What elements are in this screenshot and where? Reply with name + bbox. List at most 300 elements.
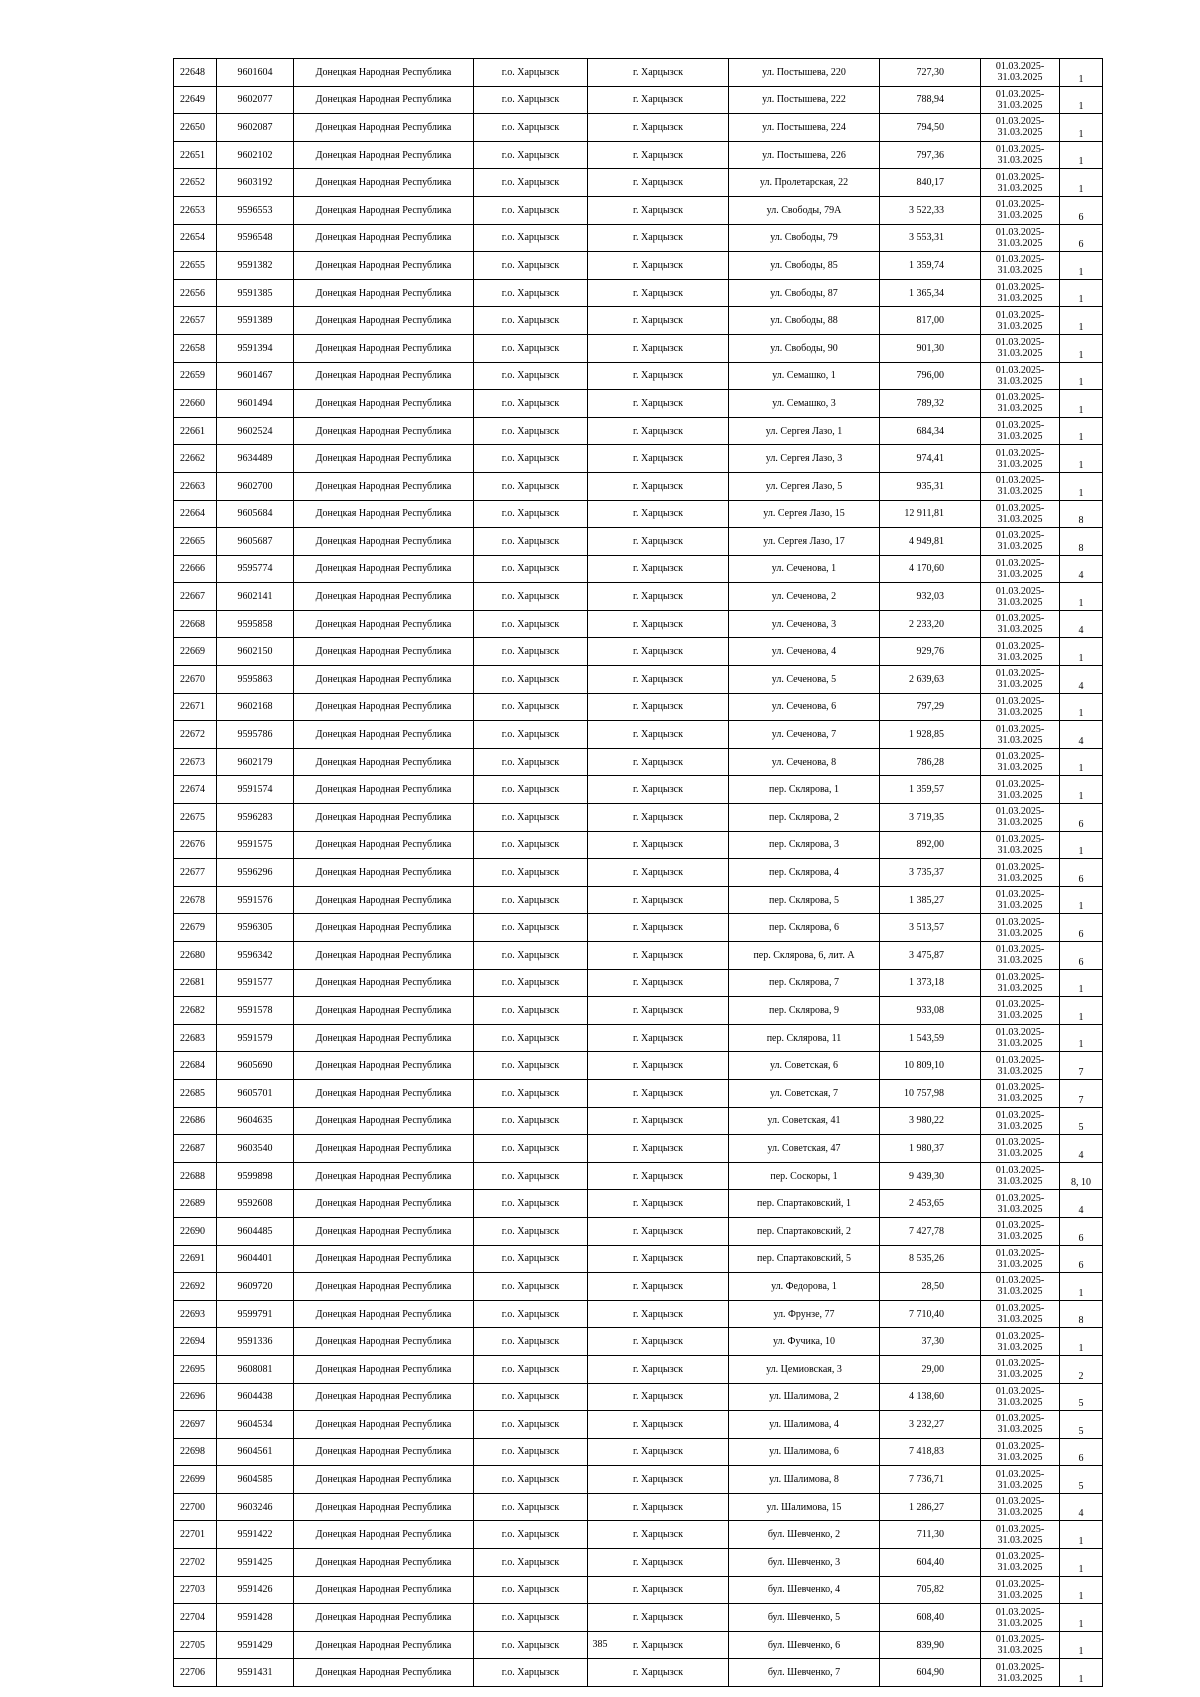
object-id-cell: 9599791 <box>217 1300 294 1328</box>
region-cell: Донецкая Народная Республика <box>294 1300 474 1328</box>
period-end: 31.03.2025 <box>997 1065 1043 1077</box>
region-cell: Донецкая Народная Республика <box>294 528 474 556</box>
row-number-cell: 22697 <box>174 1411 217 1439</box>
object-id-cell: 9591574 <box>217 776 294 804</box>
address-cell: ул. Сергея Лазо, 5 <box>729 472 880 500</box>
period-start: 01.03.2025- <box>995 1330 1045 1342</box>
object-id-cell: 9596305 <box>217 914 294 942</box>
area-cell: 932,03 <box>880 583 981 611</box>
region-cell: Донецкая Народная Республика <box>294 776 474 804</box>
city-cell: г. Харцызск <box>588 417 729 445</box>
address-cell: бул. Шевченко, 3 <box>729 1549 880 1577</box>
city-cell: г. Харцызск <box>588 1328 729 1356</box>
area-cell: 4 138,60 <box>880 1383 981 1411</box>
district-cell: г.о. Харцызск <box>474 1245 588 1273</box>
table-row <box>174 1328 1103 1356</box>
period-start: 01.03.2025- <box>995 1165 1045 1177</box>
period-cell <box>981 1438 1060 1466</box>
period-cell <box>981 445 1060 473</box>
table-row <box>174 500 1103 528</box>
period-start: 01.03.2025- <box>995 585 1045 597</box>
district-cell: г.о. Харцызск <box>474 748 588 776</box>
district-cell: г.о. Харцызск <box>474 776 588 804</box>
row-number-cell: 22702 <box>174 1549 217 1577</box>
period-cell <box>981 776 1060 804</box>
period-start: 01.03.2025- <box>995 916 1045 928</box>
period-end: 31.03.2025 <box>997 1148 1043 1160</box>
table-row <box>174 1383 1103 1411</box>
floors-cell: 1 <box>1060 252 1103 280</box>
row-number-cell: 22653 <box>174 196 217 224</box>
table-row <box>174 1300 1103 1328</box>
district-cell: г.о. Харцызск <box>474 224 588 252</box>
floors-cell: 4 <box>1060 555 1103 583</box>
address-cell: бул. Шевченко, 6 <box>729 1631 880 1659</box>
period-start: 01.03.2025- <box>995 1661 1045 1673</box>
period-start: 01.03.2025- <box>995 861 1045 873</box>
address-cell: ул. Сергея Лазо, 17 <box>729 528 880 556</box>
city-cell: г. Харцызск <box>588 1079 729 1107</box>
region-cell: Донецкая Народная Республика <box>294 886 474 914</box>
object-id-cell: 9595858 <box>217 610 294 638</box>
row-number-cell: 22655 <box>174 252 217 280</box>
address-cell: ул. Постышева, 222 <box>729 86 880 114</box>
floors-cell: 4 <box>1060 666 1103 694</box>
period-start: 01.03.2025- <box>995 1220 1045 1232</box>
area-cell: 1 543,59 <box>880 1024 981 1052</box>
city-cell: г. Харцызск <box>588 1411 729 1439</box>
area-cell: 1 373,18 <box>880 969 981 997</box>
table-row <box>174 1162 1103 1190</box>
period-cell <box>981 169 1060 197</box>
period-cell <box>981 555 1060 583</box>
city-cell: г. Харцызск <box>588 1300 729 1328</box>
region-cell: Донецкая Народная Республика <box>294 224 474 252</box>
region-cell: Донецкая Народная Республика <box>294 472 474 500</box>
period-start: 01.03.2025- <box>995 226 1045 238</box>
district-cell: г.о. Харцызск <box>474 1190 588 1218</box>
city-cell: г. Харцызск <box>588 1604 729 1632</box>
address-cell: бул. Шевченко, 7 <box>729 1659 880 1687</box>
region-cell: Донецкая Народная Республика <box>294 1024 474 1052</box>
period-start: 01.03.2025- <box>995 1606 1045 1618</box>
period-cell <box>981 417 1060 445</box>
floors-cell: 1 <box>1060 776 1103 804</box>
period-cell <box>981 1162 1060 1190</box>
table-row <box>174 721 1103 749</box>
object-id-cell: 9602141 <box>217 583 294 611</box>
floors-cell: 2 <box>1060 1355 1103 1383</box>
address-cell: пер. Склярова, 9 <box>729 997 880 1025</box>
district-cell: г.о. Харцызск <box>474 500 588 528</box>
address-cell: ул. Советская, 6 <box>729 1052 880 1080</box>
floors-cell: 8, 10 <box>1060 1162 1103 1190</box>
object-id-cell: 9605690 <box>217 1052 294 1080</box>
table-row <box>174 610 1103 638</box>
city-cell: г. Харцызск <box>588 445 729 473</box>
area-cell: 788,94 <box>880 86 981 114</box>
city-cell: г. Харцызск <box>588 1438 729 1466</box>
region-cell: Донецкая Народная Республика <box>294 390 474 418</box>
area-cell: 8 535,26 <box>880 1245 981 1273</box>
object-id-cell: 9604401 <box>217 1245 294 1273</box>
row-number-cell: 22656 <box>174 279 217 307</box>
table-row <box>174 528 1103 556</box>
district-cell: г.о. Харцызск <box>474 362 588 390</box>
city-cell: г. Харцызск <box>588 169 729 197</box>
district-cell: г.о. Харцызск <box>474 721 588 749</box>
address-cell: пер. Соскоры, 1 <box>729 1162 880 1190</box>
row-number-cell: 22675 <box>174 804 217 832</box>
region-cell: Донецкая Народная Республика <box>294 1466 474 1494</box>
period-cell <box>981 859 1060 887</box>
floors-cell: 1 <box>1060 141 1103 169</box>
period-end: 31.03.2025 <box>997 1479 1043 1491</box>
region-cell: Донецкая Народная Республика <box>294 279 474 307</box>
table-row <box>174 445 1103 473</box>
row-number-cell: 22699 <box>174 1466 217 1494</box>
district-cell: г.о. Харцызск <box>474 610 588 638</box>
table-row <box>174 831 1103 859</box>
city-cell: г. Харцызск <box>588 1024 729 1052</box>
district-cell: г.о. Харцызск <box>474 583 588 611</box>
area-cell: 2 233,20 <box>880 610 981 638</box>
period-end: 31.03.2025 <box>997 762 1043 774</box>
table-row <box>174 169 1103 197</box>
region-cell: Донецкая Народная Республика <box>294 831 474 859</box>
table-row <box>174 86 1103 114</box>
address-cell: ул. Фрунзе, 77 <box>729 1300 880 1328</box>
floors-cell: 1 <box>1060 86 1103 114</box>
floors-cell: 1 <box>1060 1549 1103 1577</box>
table-row <box>174 942 1103 970</box>
address-cell: пер. Склярова, 1 <box>729 776 880 804</box>
period-end: 31.03.2025 <box>997 1617 1043 1629</box>
address-cell: пер. Спартаковский, 5 <box>729 1245 880 1273</box>
address-cell: ул. Сергея Лазо, 15 <box>729 500 880 528</box>
area-cell: 786,28 <box>880 748 981 776</box>
area-cell: 1 365,34 <box>880 279 981 307</box>
table-row <box>174 224 1103 252</box>
table-row <box>174 196 1103 224</box>
object-id-cell: 9604635 <box>217 1107 294 1135</box>
address-cell: ул. Постышева, 224 <box>729 114 880 142</box>
area-cell: 935,31 <box>880 472 981 500</box>
address-cell: ул. Семашко, 1 <box>729 362 880 390</box>
floors-cell: 6 <box>1060 196 1103 224</box>
table-row <box>174 886 1103 914</box>
city-cell: г. Харцызск <box>588 1631 729 1659</box>
period-start: 01.03.2025- <box>995 889 1045 901</box>
object-id-cell: 9602150 <box>217 638 294 666</box>
area-cell: 1 385,27 <box>880 886 981 914</box>
row-number-cell: 22700 <box>174 1493 217 1521</box>
period-end: 31.03.2025 <box>997 1314 1043 1326</box>
table-row <box>174 307 1103 335</box>
table-row <box>174 1079 1103 1107</box>
address-cell: пер. Спартаковский, 2 <box>729 1217 880 1245</box>
period-start: 01.03.2025- <box>995 1523 1045 1535</box>
district-cell: г.о. Харцызск <box>474 86 588 114</box>
city-cell: г. Харцызск <box>588 1107 729 1135</box>
table-row <box>174 390 1103 418</box>
city-cell: г. Харцызск <box>588 86 729 114</box>
period-start: 01.03.2025- <box>995 337 1045 349</box>
floors-cell: 4 <box>1060 721 1103 749</box>
area-cell: 7 427,78 <box>880 1217 981 1245</box>
city-cell: г. Харцызск <box>588 859 729 887</box>
region-cell: Донецкая Народная Республика <box>294 1328 474 1356</box>
object-id-cell: 9596283 <box>217 804 294 832</box>
period-start: 01.03.2025- <box>995 530 1045 542</box>
district-cell: г.о. Харцызск <box>474 196 588 224</box>
period-start: 01.03.2025- <box>995 640 1045 652</box>
district-cell: г.о. Харцызск <box>474 886 588 914</box>
object-id-cell: 9591429 <box>217 1631 294 1659</box>
address-cell: пер. Склярова, 6 <box>729 914 880 942</box>
floors-cell: 5 <box>1060 1466 1103 1494</box>
table-row <box>174 914 1103 942</box>
object-id-cell: 9599898 <box>217 1162 294 1190</box>
district-cell: г.о. Харцызск <box>474 1383 588 1411</box>
period-start: 01.03.2025- <box>995 88 1045 100</box>
area-cell: 840,17 <box>880 169 981 197</box>
period-cell <box>981 1383 1060 1411</box>
region-cell: Донецкая Народная Республика <box>294 1521 474 1549</box>
region-cell: Донецкая Народная Республика <box>294 1190 474 1218</box>
city-cell: г. Харцызск <box>588 914 729 942</box>
period-start: 01.03.2025- <box>995 1413 1045 1425</box>
row-number-cell: 22694 <box>174 1328 217 1356</box>
table-row <box>174 1245 1103 1273</box>
period-end: 31.03.2025 <box>997 237 1043 249</box>
row-number-cell: 22688 <box>174 1162 217 1190</box>
area-cell: 9 439,30 <box>880 1162 981 1190</box>
area-cell: 839,90 <box>880 1631 981 1659</box>
object-id-cell: 9605701 <box>217 1079 294 1107</box>
city-cell: г. Харцызск <box>588 666 729 694</box>
period-end: 31.03.2025 <box>997 624 1043 636</box>
region-cell: Донецкая Народная Республика <box>294 114 474 142</box>
region-cell: Донецкая Народная Республика <box>294 1052 474 1080</box>
floors-cell: 6 <box>1060 804 1103 832</box>
address-cell: бул. Шевченко, 2 <box>729 1521 880 1549</box>
district-cell: г.о. Харцызск <box>474 1411 588 1439</box>
area-cell: 10 809,10 <box>880 1052 981 1080</box>
floors-cell: 1 <box>1060 445 1103 473</box>
table-row <box>174 1411 1103 1439</box>
row-number-cell: 22660 <box>174 390 217 418</box>
row-number-cell: 22667 <box>174 583 217 611</box>
period-end: 31.03.2025 <box>997 1369 1043 1381</box>
area-cell: 901,30 <box>880 334 981 362</box>
address-cell: ул. Пролетарская, 22 <box>729 169 880 197</box>
district-cell: г.о. Харцызск <box>474 472 588 500</box>
table-row <box>174 1521 1103 1549</box>
table-row <box>174 638 1103 666</box>
object-id-cell: 9591385 <box>217 279 294 307</box>
table-row <box>174 334 1103 362</box>
object-id-cell: 9592608 <box>217 1190 294 1218</box>
object-id-cell: 9602077 <box>217 86 294 114</box>
row-number-cell: 22664 <box>174 500 217 528</box>
period-cell <box>981 610 1060 638</box>
table-row <box>174 252 1103 280</box>
period-end: 31.03.2025 <box>997 431 1043 443</box>
period-end: 31.03.2025 <box>997 486 1043 498</box>
area-cell: 3 513,57 <box>880 914 981 942</box>
row-number-cell: 22671 <box>174 693 217 721</box>
district-cell: г.о. Харцызск <box>474 942 588 970</box>
city-cell: г. Харцызск <box>588 721 729 749</box>
district-cell: г.о. Харцызск <box>474 1493 588 1521</box>
row-number-cell: 22669 <box>174 638 217 666</box>
floors-cell: 7 <box>1060 1079 1103 1107</box>
period-end: 31.03.2025 <box>997 1534 1043 1546</box>
row-number-cell: 22679 <box>174 914 217 942</box>
region-cell: Донецкая Народная Республика <box>294 445 474 473</box>
period-cell <box>981 528 1060 556</box>
address-cell: ул. Свободы, 79 <box>729 224 880 252</box>
period-start: 01.03.2025- <box>995 1634 1045 1646</box>
period-end: 31.03.2025 <box>997 155 1043 167</box>
city-cell: г. Харцызск <box>588 693 729 721</box>
city-cell: г. Харцызск <box>588 1190 729 1218</box>
district-cell: г.о. Харцызск <box>474 1135 588 1163</box>
area-cell: 974,41 <box>880 445 981 473</box>
district-cell: г.о. Харцызск <box>474 1438 588 1466</box>
period-end: 31.03.2025 <box>997 789 1043 801</box>
period-end: 31.03.2025 <box>997 1286 1043 1298</box>
period-end: 31.03.2025 <box>997 210 1043 222</box>
table-body <box>174 59 1103 1687</box>
row-number-cell: 22689 <box>174 1190 217 1218</box>
period-cell <box>981 500 1060 528</box>
period-end: 31.03.2025 <box>997 1507 1043 1519</box>
row-number-cell: 22663 <box>174 472 217 500</box>
period-start: 01.03.2025- <box>995 1109 1045 1121</box>
period-cell <box>981 1576 1060 1604</box>
district-cell: г.о. Харцызск <box>474 390 588 418</box>
region-cell: Донецкая Народная Республика <box>294 997 474 1025</box>
row-number-cell: 22692 <box>174 1273 217 1301</box>
floors-cell: 1 <box>1060 59 1103 87</box>
period-end: 31.03.2025 <box>997 1562 1043 1574</box>
address-cell: пер. Склярова, 11 <box>729 1024 880 1052</box>
address-cell: ул. Фучика, 10 <box>729 1328 880 1356</box>
period-start: 01.03.2025- <box>995 751 1045 763</box>
district-cell: г.о. Харцызск <box>474 859 588 887</box>
table-row <box>174 1576 1103 1604</box>
area-cell: 711,30 <box>880 1521 981 1549</box>
area-cell: 4 949,81 <box>880 528 981 556</box>
period-cell <box>981 307 1060 335</box>
object-id-cell: 9634489 <box>217 445 294 473</box>
address-cell: пер. Склярова, 6, лит. А <box>729 942 880 970</box>
region-cell: Донецкая Народная Республика <box>294 1604 474 1632</box>
floors-cell: 6 <box>1060 942 1103 970</box>
row-number-cell: 22681 <box>174 969 217 997</box>
period-cell <box>981 362 1060 390</box>
period-cell <box>981 86 1060 114</box>
table-row <box>174 1659 1103 1687</box>
city-cell: г. Харцызск <box>588 748 729 776</box>
address-cell: ул. Сеченова, 8 <box>729 748 880 776</box>
floors-cell: 1 <box>1060 1273 1103 1301</box>
city-cell: г. Харцызск <box>588 500 729 528</box>
floors-cell: 1 <box>1060 1024 1103 1052</box>
city-cell: г. Харцызск <box>588 1162 729 1190</box>
table-row <box>174 776 1103 804</box>
district-cell: г.о. Харцызск <box>474 1052 588 1080</box>
period-end: 31.03.2025 <box>997 817 1043 829</box>
district-cell: г.о. Харцызск <box>474 1162 588 1190</box>
address-cell: ул. Федорова, 1 <box>729 1273 880 1301</box>
address-cell: пер. Склярова, 5 <box>729 886 880 914</box>
region-cell: Донецкая Народная Республика <box>294 942 474 970</box>
period-end: 31.03.2025 <box>997 1589 1043 1601</box>
floors-cell: 1 <box>1060 307 1103 335</box>
city-cell: г. Харцызск <box>588 1245 729 1273</box>
floors-cell: 1 <box>1060 886 1103 914</box>
period-end: 31.03.2025 <box>997 679 1043 691</box>
table-row <box>174 1549 1103 1577</box>
object-id-cell: 9591579 <box>217 1024 294 1052</box>
region-cell: Донецкая Народная Республика <box>294 859 474 887</box>
period-start: 01.03.2025- <box>995 364 1045 376</box>
district-cell: г.о. Харцызск <box>474 1466 588 1494</box>
city-cell: г. Харцызск <box>588 555 729 583</box>
period-start: 01.03.2025- <box>995 557 1045 569</box>
period-start: 01.03.2025- <box>995 806 1045 818</box>
period-start: 01.03.2025- <box>995 999 1045 1011</box>
object-id-cell: 9603540 <box>217 1135 294 1163</box>
period-start: 01.03.2025- <box>995 1082 1045 1094</box>
period-end: 31.03.2025 <box>997 651 1043 663</box>
row-number-cell: 22686 <box>174 1107 217 1135</box>
period-start: 01.03.2025- <box>995 833 1045 845</box>
period-end: 31.03.2025 <box>997 1341 1043 1353</box>
address-cell: ул. Шалимова, 2 <box>729 1383 880 1411</box>
district-cell: г.о. Харцызск <box>474 1521 588 1549</box>
region-cell: Донецкая Народная Республика <box>294 1273 474 1301</box>
row-number-cell: 22685 <box>174 1079 217 1107</box>
period-start: 01.03.2025- <box>995 1054 1045 1066</box>
area-cell: 1 928,85 <box>880 721 981 749</box>
floors-cell: 6 <box>1060 1438 1103 1466</box>
floors-cell: 1 <box>1060 1631 1103 1659</box>
district-cell: г.о. Харцызск <box>474 445 588 473</box>
table-row <box>174 583 1103 611</box>
region-cell: Донецкая Народная Республика <box>294 334 474 362</box>
period-cell <box>981 942 1060 970</box>
object-id-cell: 9595774 <box>217 555 294 583</box>
object-id-cell: 9602524 <box>217 417 294 445</box>
address-cell: ул. Советская, 7 <box>729 1079 880 1107</box>
period-cell <box>981 1493 1060 1521</box>
period-end: 31.03.2025 <box>997 513 1043 525</box>
area-cell: 608,40 <box>880 1604 981 1632</box>
period-end: 31.03.2025 <box>997 375 1043 387</box>
region-cell: Донецкая Народная Республика <box>294 583 474 611</box>
period-start: 01.03.2025- <box>995 1247 1045 1259</box>
row-number-cell: 22672 <box>174 721 217 749</box>
period-cell <box>981 721 1060 749</box>
page-number: 385 <box>592 1639 608 1650</box>
region-cell: Донецкая Народная Республика <box>294 252 474 280</box>
period-cell <box>981 1052 1060 1080</box>
row-number-cell: 22665 <box>174 528 217 556</box>
